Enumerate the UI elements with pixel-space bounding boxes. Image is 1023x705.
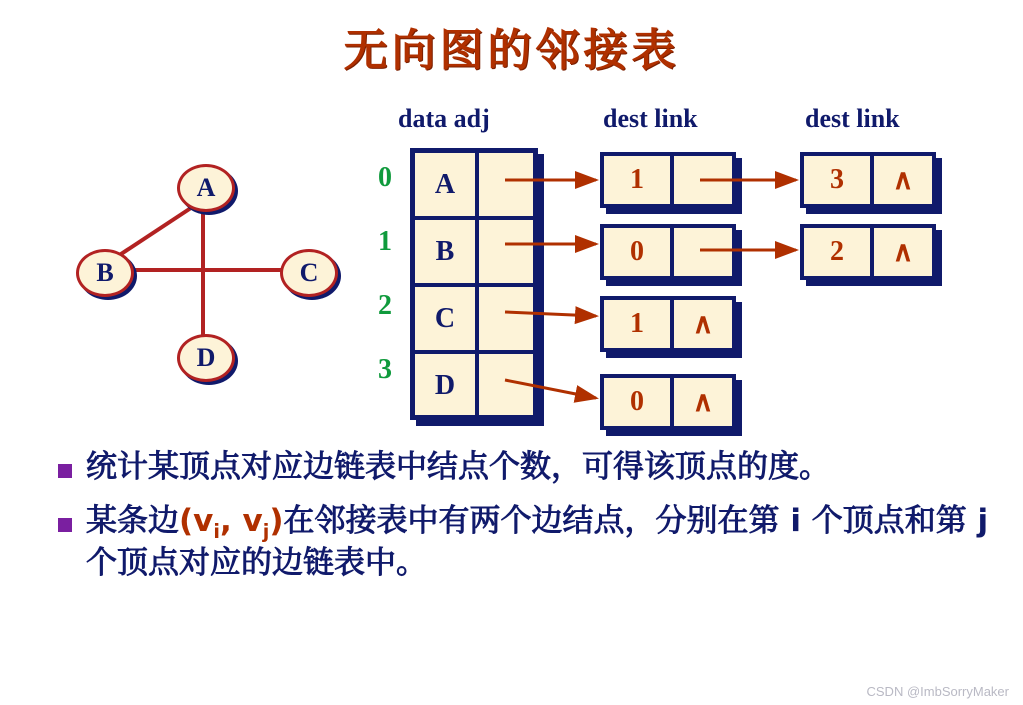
header-dest-link-2: dest link: [805, 104, 900, 133]
graph-node-a-label: A: [196, 173, 216, 202]
edge-node-0-1: [800, 152, 936, 208]
array-row-3-adj: [479, 354, 533, 417]
edge-node-0-1-link: ∧: [892, 165, 914, 196]
array-row-2-data: C: [415, 287, 479, 350]
edge-open: (v: [179, 502, 214, 539]
array-row-3: [415, 354, 533, 417]
watermark: CSDN @ImbSorryMaker: [866, 684, 1009, 699]
bullet-2-post: 在邻接表中有两个边结点，分别在第 i 个顶点和第 j 个顶点对应的边链表中。: [86, 502, 989, 582]
edge-node-2-0-link: ∧: [692, 309, 714, 340]
edge-node-0-1-dest: 3: [804, 156, 874, 204]
edge-node-0-0: [600, 152, 736, 208]
index-1: 1: [378, 226, 392, 257]
graph-node-c-label: C: [299, 258, 319, 287]
index-0: 0: [378, 162, 392, 193]
index-3: 3: [378, 354, 392, 385]
array-row-3-data: D: [415, 354, 479, 417]
graph-node-c: [280, 249, 338, 297]
bullet-marker-icon: [58, 518, 72, 532]
bullet-2-text: [86, 502, 998, 584]
array-row-2: [415, 287, 533, 354]
edge-node-1-0-dest: 0: [604, 228, 674, 276]
edge-node-0-0-link: [674, 156, 732, 204]
array-row-1-data: B: [415, 220, 479, 283]
bullet-list: [48, 448, 998, 598]
header-dest-link-1: dest link: [603, 104, 698, 133]
bullet-marker-icon: [58, 464, 72, 478]
edge-node-1-1-dest: 2: [804, 228, 874, 276]
edge-node-2-0-dest: 1: [604, 300, 674, 348]
graph-node-b-label: B: [96, 258, 114, 287]
array-row-0: [415, 153, 533, 220]
adjacency-array: [410, 148, 538, 420]
edge-node-3-0: [600, 374, 736, 430]
bullet-2-pre: 某条边: [86, 502, 179, 539]
bullet-item-2: [48, 502, 998, 584]
edge-close: ): [269, 502, 284, 539]
edge-node-3-0-link: ∧: [692, 387, 714, 418]
array-row-1-adj: [479, 220, 533, 283]
bullet-1-text: 统计某顶点对应边链表中结点个数，可得该顶点的度。: [86, 449, 830, 485]
array-row-1: [415, 220, 533, 287]
graph-node-d-label: D: [196, 343, 216, 372]
edge-node-1-1: [800, 224, 936, 280]
edge-node-1-0-link: [674, 228, 732, 276]
edge-node-2-0: [600, 296, 736, 352]
array-row-0-data: A: [415, 153, 479, 216]
graph-node-a: [177, 164, 235, 212]
bullet-item-1: [48, 448, 998, 488]
edge-node-0-0-dest: 1: [604, 156, 674, 204]
graph-node-b: [76, 249, 134, 297]
edge-node-1-1-link: ∧: [892, 237, 914, 268]
edge-node-1-0: [600, 224, 736, 280]
index-2: 2: [378, 290, 392, 321]
edge-sub-j: j: [262, 519, 270, 543]
bullet-2-edge-notation: [179, 502, 284, 543]
array-row-2-adj: [479, 287, 533, 350]
page-title: 无向图的邻接表: [343, 25, 680, 76]
edge-node-3-0-dest: 0: [604, 378, 674, 426]
header-data-adj: data adj: [398, 104, 490, 133]
graph-node-d: [177, 334, 235, 382]
array-row-0-adj: [479, 153, 533, 216]
edge-comma: , v: [219, 502, 263, 539]
undirected-graph: [40, 130, 360, 410]
edge-sub-i: i: [213, 519, 220, 543]
